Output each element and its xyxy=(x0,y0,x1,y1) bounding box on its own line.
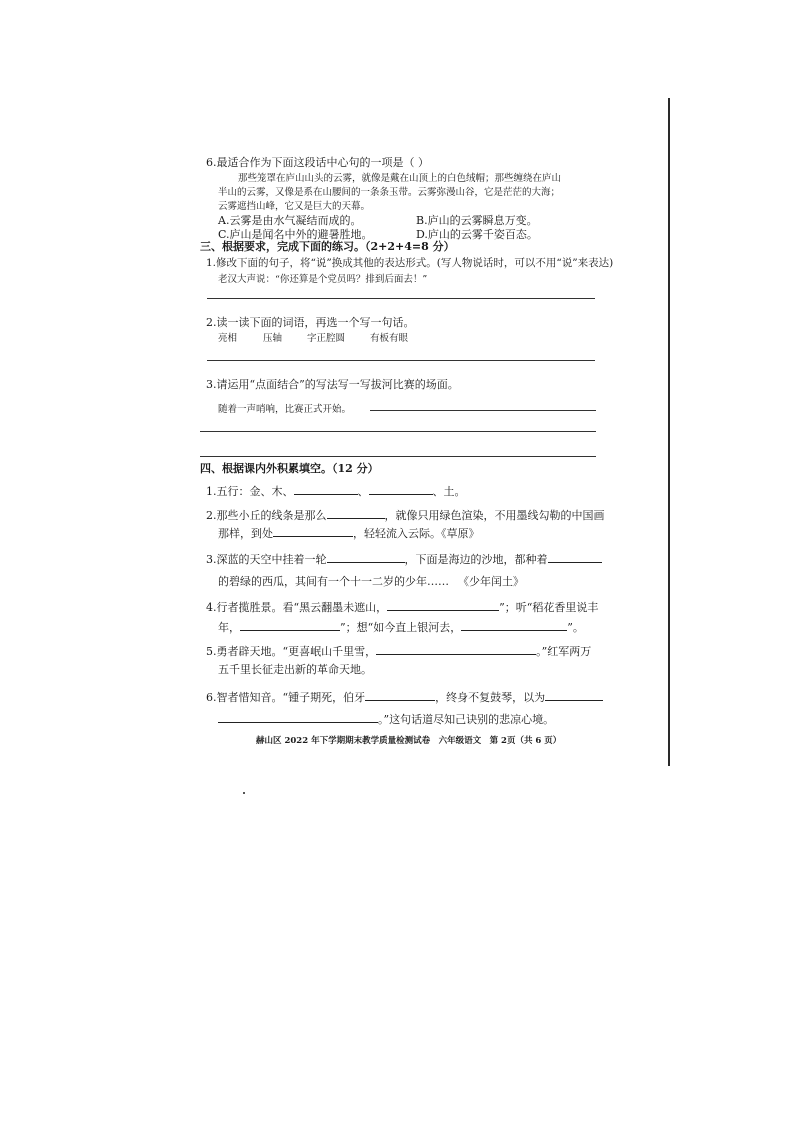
s4-q3-source: 《少年闰土》 xyxy=(458,575,524,588)
s4-q3-text-a: 3.深蓝的天空中挂着一轮 xyxy=(206,553,327,566)
s4-q4-blank-2[interactable] xyxy=(240,619,340,631)
s4-q5-text-a: 5.勇者辟天地。“更喜岷山千里雪， xyxy=(206,645,377,658)
s4-q4-blank-1[interactable] xyxy=(387,599,499,611)
section-3-title: 三、根据要求，完成下面的练习。（2+2+4=8 分） xyxy=(200,240,455,253)
s4-q4-text-a: 4.行者揽胜景。看“黑云翻墨未遮山， xyxy=(206,601,388,614)
s3-q2-answer-line[interactable] xyxy=(207,360,595,361)
s4-q2-text-a: 2.那些小丘的线条是那么 xyxy=(206,509,327,522)
s3-q2-word-1: 亮相 xyxy=(218,333,238,344)
s4-q3-line-2 xyxy=(218,575,449,589)
s3-q3-answer-line-1[interactable] xyxy=(370,410,596,411)
s4-q1-text-b: 、 xyxy=(357,485,369,498)
s4-q4-line-2 xyxy=(218,619,584,635)
q6-option-b: B.庐山的云雾瞬息万变。 xyxy=(416,214,538,227)
s3-q2-word-2: 压轴 xyxy=(263,333,283,344)
q6-stem: 6.最适合作为下面这段话中心句的一项是（ ） xyxy=(206,156,429,169)
s4-q1 xyxy=(206,483,466,499)
s4-q3-text-b: ，下面是海边的沙地，都种着 xyxy=(404,553,548,566)
s4-q6-text-c: 。”这句话道尽知己诀别的悲凉心境。 xyxy=(378,713,555,726)
s3-q3-opening: 随着一声哨响，比赛正式开始。 xyxy=(218,404,352,415)
s4-q2-blank-2[interactable] xyxy=(273,525,353,537)
s4-q6-blank-1[interactable] xyxy=(365,689,435,701)
s3-q1-sentence: 老汉大声说：“你还算是个党员吗？排到后面去！” xyxy=(218,274,428,285)
s3-q2-word-3: 字正腔圆 xyxy=(307,333,346,344)
s4-q2-line-2 xyxy=(218,525,480,541)
s4-q2-line-1 xyxy=(206,507,605,523)
s3-q3-answer-line-2[interactable] xyxy=(200,431,596,432)
page-footer: 赫山区 2022 年下学期期末教学质量检测试卷 六年级语文 第 2页（共 6 页） xyxy=(256,736,562,746)
s4-q2-blank-1[interactable] xyxy=(327,507,385,519)
s4-q5-line-2 xyxy=(218,663,372,677)
s4-q5-text-c: 五千里长征走出新的革命天地。 xyxy=(218,663,372,676)
s4-q6-text-a: 6.智者惜知音。“锺子期死，伯牙 xyxy=(206,691,366,704)
q6-option-a: A.云雾是由水气凝结而成的。 xyxy=(218,214,362,227)
s4-q4-text-d: ”；想“如今直上银河去， xyxy=(340,621,462,634)
s3-q3-stem: 3.请运用“点面结合”的写法写一写拔河比赛的场面。 xyxy=(206,378,459,391)
s4-q3-text-c: 的碧绿的西瓜，其间有一个十一二岁的少年…… xyxy=(218,575,449,588)
s4-q4-line-1 xyxy=(206,599,598,615)
s3-q2-stem: 2.读一读下面的词语，再选一个写一句话。 xyxy=(206,316,415,329)
s3-q1-answer-line[interactable] xyxy=(207,298,595,299)
s4-q1-text-c: 、土。 xyxy=(432,485,466,498)
s4-q4-text-c: 年， xyxy=(218,621,240,634)
s3-q1-stem: 1.修改下面的句子，将“说”换成其他的表达形式。(写人物说话时，可以不用“说”来表达) xyxy=(206,257,614,269)
section-4-title: 四、根据课内外积累填空。（12 分） xyxy=(200,462,379,475)
s4-q3-blank-2[interactable] xyxy=(548,551,602,563)
s3-q3-answer-line-3[interactable] xyxy=(200,456,596,457)
s4-q5-blank-1[interactable] xyxy=(376,643,536,655)
s4-q1-blank-1[interactable] xyxy=(294,483,358,495)
s4-q6-text-b: ，终身不复鼓琴，以为 xyxy=(435,691,546,704)
s4-q3-line-1 xyxy=(206,551,602,567)
s4-q1-text-a: 1.五行：金、木、 xyxy=(206,485,294,498)
s4-q4-text-b: ”；听“稻花香里说丰 xyxy=(499,601,599,614)
s4-q5-line-1 xyxy=(206,643,591,659)
s4-q4-text-e: ”。 xyxy=(567,621,584,634)
s4-q2-text-c: 那样，到处 xyxy=(218,527,273,540)
s4-q3-blank-1[interactable] xyxy=(327,551,405,563)
q6-option-d: D.庐山的云雾千姿百态。 xyxy=(416,228,538,241)
s4-q6-blank-2[interactable] xyxy=(545,689,603,701)
s4-q6-blank-3[interactable] xyxy=(218,711,378,723)
s4-q4-blank-3[interactable] xyxy=(461,619,567,631)
s4-q6-line-2 xyxy=(218,711,554,727)
s4-q5-text-b: 。”红军两万 xyxy=(536,645,592,658)
s4-q2-text-b: ，就像只用绿色渲染，不用墨线勾勒的中国画 xyxy=(384,509,605,522)
s4-q1-blank-2[interactable] xyxy=(369,483,433,495)
q6-passage-line-2: 半山的云雾，又像是系在山腰间的一条条玉带。云雾弥漫山谷，它是茫茫的大海； xyxy=(218,187,561,198)
s4-q2-text-d: ，轻轻流入云际。《草原》 xyxy=(353,527,480,540)
s4-q6-line-1 xyxy=(206,689,603,705)
q6-option-c: C.庐山是闻名中外的避暑胜地。 xyxy=(218,228,373,241)
q6-passage-line-3: 云雾遮挡山峰，它又是巨大的天幕。 xyxy=(218,201,371,212)
s3-q2-word-4: 有板有眼 xyxy=(370,333,409,344)
q6-passage-line-1: 那些笼罩在庐山山头的云雾，就像是戴在山顶上的白色绒帽；那些缠绕在庐山 xyxy=(238,173,562,184)
